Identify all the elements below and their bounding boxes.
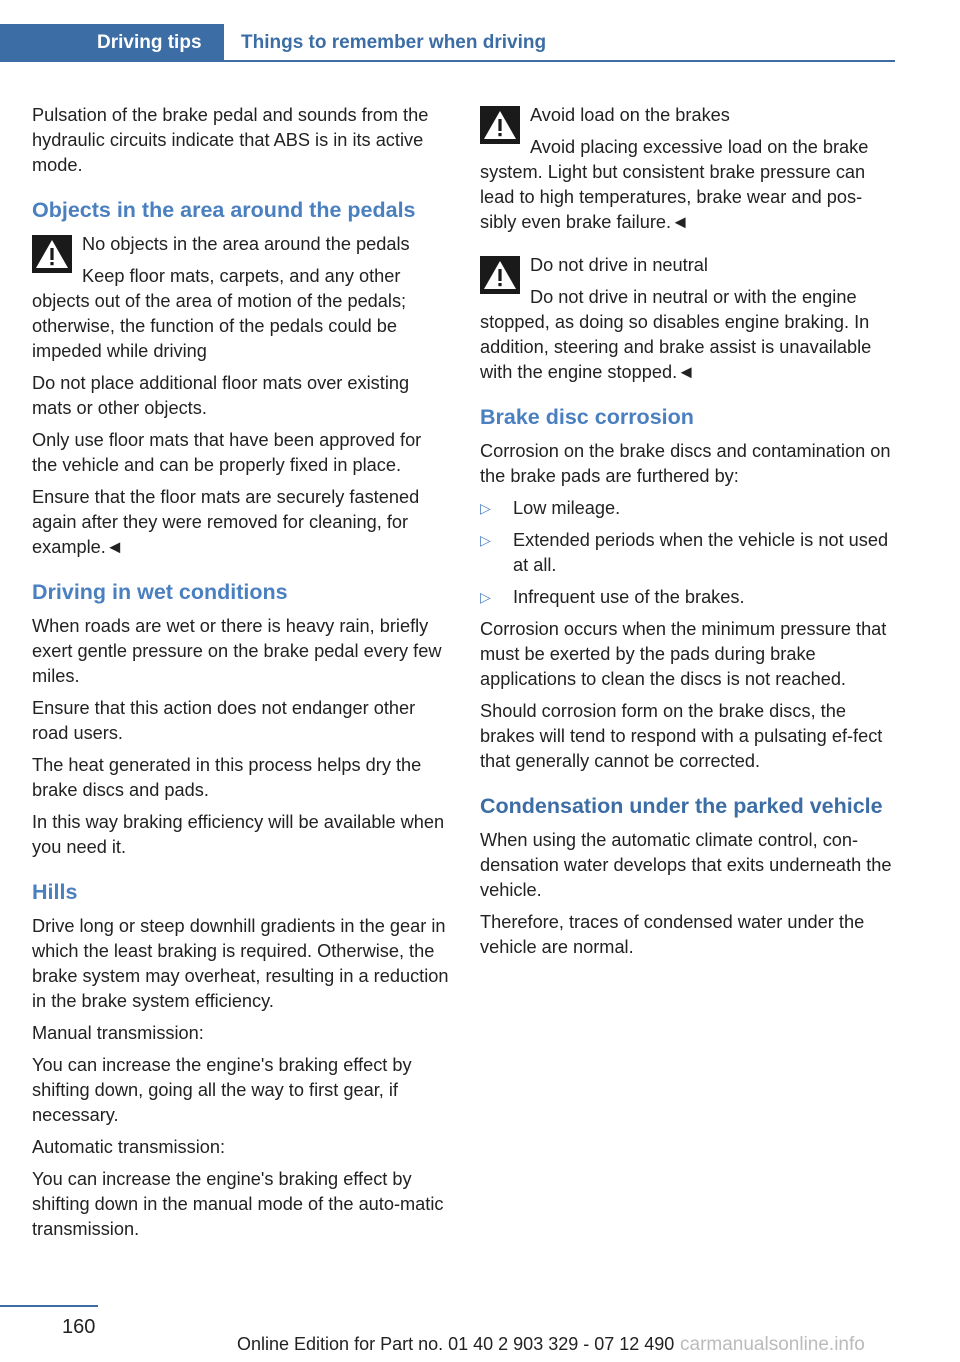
warning-triangle-icon: [480, 256, 520, 294]
list-item-text: Infrequent use of the brakes.: [513, 587, 745, 607]
footer-rule: [0, 1305, 98, 1307]
pedals-heading: Objects in the area around the pedals: [32, 198, 416, 222]
wet-paragraph-3: The heat generated in this process helps dry the brake discs and pads.: [32, 755, 422, 800]
load-warning-text: Avoid placing excessive load on the brake system. Light but consistent brake pressure can lead to high temperatures, brake wear and pos‐sibly even brake failure.◄: [480, 137, 869, 232]
pedals-paragraph-2: Only use floor mats that have been approved for the vehicle and can be properly fixed in place.: [32, 430, 422, 475]
left-column: [32, 103, 450, 1249]
header-rule: [224, 60, 895, 62]
corrosion-paragraph-2: Corrosion occurs when the minimum pressure that must be exerted by the pads during brake applications to clean the discs is not reached.: [480, 619, 887, 689]
hills-paragraph-4: Automatic transmission:: [32, 1137, 226, 1157]
neutral-warning-text: Do not drive in neutral or with the engine stopped, as doing so disables engine braking. In addition, steering and brake assist is unavailable with the engine stopped.◄: [480, 287, 872, 382]
list-item: [480, 528, 896, 578]
abs-intro-text: Pulsation of the brake pedal and sounds from the hydraulic circuits indicate that ABS is in its active mode.: [32, 105, 429, 175]
neutral-warning-title: Do not drive in neutral: [530, 255, 708, 275]
triangle-bullet-icon: ▷: [480, 532, 491, 548]
pedals-warning-text: Keep floor mats, carpets, and any other objects out of the area of motion of the pedals; otherwise, the function of the pedals could be impeded while driving: [32, 266, 407, 361]
list-item-text: Extended periods when the vehicle is not used at all.: [513, 530, 889, 575]
condensation-heading: Condensation under the parked vehicle: [480, 794, 883, 818]
list-item: [480, 585, 896, 610]
corrosion-paragraph-1: Corrosion on the brake discs and contamination on the brake pads are furthered by:: [480, 441, 891, 486]
warning-triangle-icon: [32, 235, 72, 273]
pedals-paragraph-1: Do not place additional floor mats over existing mats or other objects.: [32, 373, 410, 418]
corrosion-paragraph-3: Should corrosion form on the brake discs, the brakes will tend to respond with a pulsating ef‐fect that generally cannot be corrected.: [480, 701, 883, 771]
triangle-bullet-icon: ▷: [480, 500, 491, 516]
page-header: [0, 24, 895, 62]
neutral-warning: [480, 253, 896, 385]
load-warning-title: Avoid load on the brakes: [530, 105, 730, 125]
wet-heading: Driving in wet conditions: [32, 580, 288, 604]
corrosion-list: [480, 496, 896, 610]
pedals-warning: [32, 232, 450, 364]
subsection-title: Things to remember when driving: [241, 32, 547, 53]
corrosion-heading: Brake disc corrosion: [480, 405, 694, 429]
right-column: [480, 103, 896, 967]
hills-paragraph-2: Manual transmission:: [32, 1023, 204, 1043]
section-tab: Driving tips: [0, 24, 224, 62]
wet-paragraph-1: When roads are wet or there is heavy rain, briefly exert gentle pressure on the brake pedal every few miles.: [32, 616, 442, 686]
warning-triangle-icon: [480, 106, 520, 144]
load-warning: [480, 103, 896, 235]
hills-paragraph-3: You can increase the engine's braking effect by shifting down, going all the way to first gear, if necessary.: [32, 1055, 412, 1125]
watermark: carmanualsonline.info: [680, 1334, 865, 1355]
hills-paragraph-1: Drive long or steep downhill gradients in the gear in which the least braking is required. Otherwise, the brake system may overheat, resulting in a reduction in the brake system efficiency.: [32, 916, 449, 1011]
condensation-paragraph-1: When using the automatic climate control, con‐densation water develops that exits underneath the vehicle.: [480, 830, 892, 900]
pedals-paragraph-3: Ensure that the floor mats are securely fastened again after they were removed for cleaning, for example.◄: [32, 487, 420, 557]
page-number: 160: [62, 1316, 96, 1338]
condensation-paragraph-2: Therefore, traces of condensed water under the vehicle are normal.: [480, 912, 865, 957]
pedals-warning-title: No objects in the area around the pedals: [82, 234, 410, 254]
list-item: [480, 496, 896, 521]
hills-paragraph-5: You can increase the engine's braking effect by shifting down in the manual mode of the auto‐matic transmission.: [32, 1169, 444, 1239]
edition-text: Online Edition for Part no. 01 40 2 903 329 - 07 12 490: [237, 1334, 675, 1354]
wet-paragraph-2: Ensure that this action does not endanger other road users.: [32, 698, 416, 743]
triangle-bullet-icon: ▷: [480, 589, 491, 605]
hills-heading: Hills: [32, 880, 78, 904]
wet-paragraph-4: In this way braking efficiency will be available when you need it.: [32, 812, 445, 857]
list-item-text: Low mileage.: [513, 498, 621, 518]
